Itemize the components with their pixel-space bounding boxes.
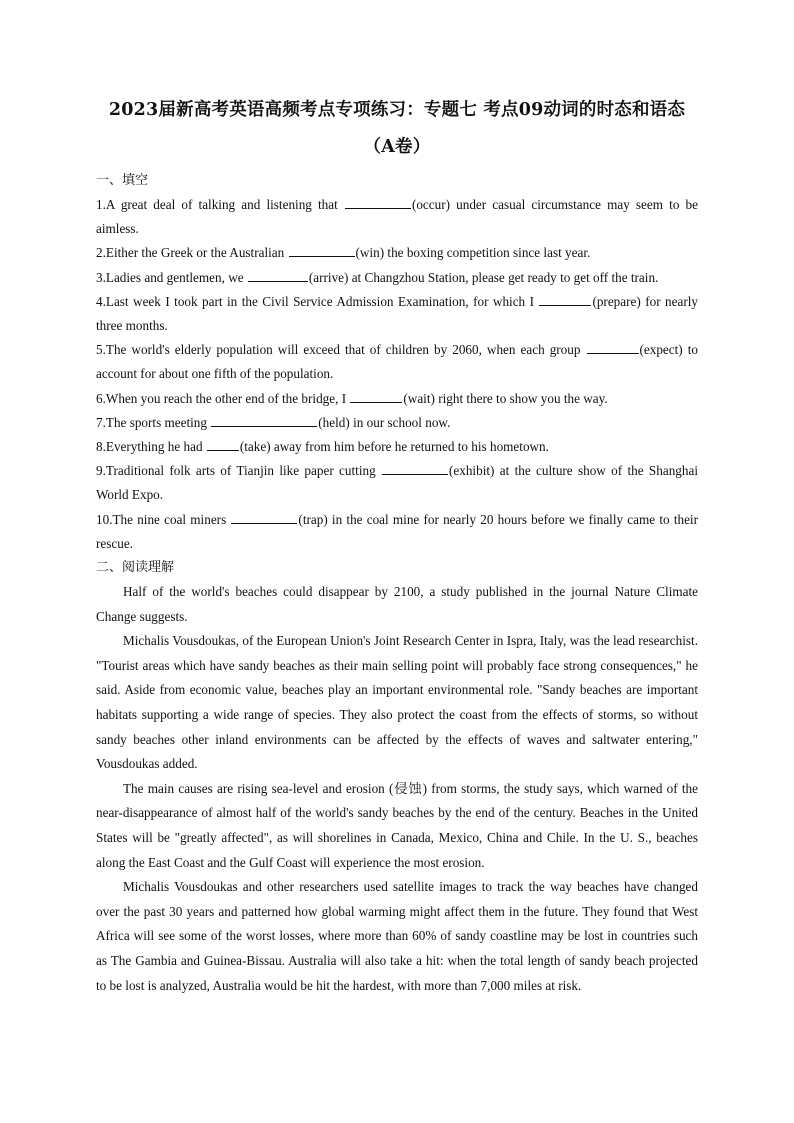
question-item xyxy=(96,387,698,411)
answer-blank[interactable] xyxy=(207,437,239,451)
question-item xyxy=(96,459,698,507)
verb-hint: (held) xyxy=(318,414,350,430)
question-item xyxy=(96,266,698,290)
answer-blank[interactable] xyxy=(211,413,317,427)
question-item xyxy=(96,193,698,241)
question-text: 8.Everything he had xyxy=(96,439,206,455)
verb-hint: (exhibit) xyxy=(449,463,495,479)
verb-hint: (take) xyxy=(239,439,271,455)
reading-passage xyxy=(96,580,698,998)
question-item xyxy=(96,435,698,459)
question-text: for nearly three months. xyxy=(96,293,698,334)
passage-paragraph: Michalis Vousdoukas and other researchers used satellite images to track the way beaches have changed over the past 30 years and patterned how global warming might affect them in the future. They found that West Africa will see some of the worst losses, where more than 60% of sandy coastline may be lost in countries such as The Gambia and Guinea-Bissau. Australia will also take a hit: when the total length of sandy beach projected to be lost is analyzed, Australia would be hit the hardest, with more than 7,000 miles at risk. xyxy=(96,879,698,993)
passage-paragraph: Michalis Vousdoukas, of the European Union's Joint Research Center in Ispra, Italy, was the lead researchist. "Tourist areas which have sandy beaches as their main selling point will probably face strong consequences," he said. Aside from economic value, beaches play an important environmental role. "Sandy beaches are important habitats supporting a wide range of species. They also protect the coast from the effects of storms, so without sandy beaches other inland environments can be affected by the effects of waves and saltwater entering," Vousdoukas added. xyxy=(96,633,698,772)
passage-paragraph: Half of the world's beaches could disappear by 2100, a study published in the journal Nature Climate Change suggests. xyxy=(96,584,698,624)
question-text: 10.The nine coal miners xyxy=(96,511,231,527)
fill-blank-questions xyxy=(96,193,698,556)
answer-blank[interactable] xyxy=(345,195,411,209)
answer-blank[interactable] xyxy=(248,268,308,282)
verb-hint: (wait) xyxy=(403,390,435,406)
document-page xyxy=(96,92,698,998)
question-text: 3.Ladies and gentlemen, we xyxy=(96,269,247,285)
question-text: 5.The world's elderly population will exceed that of children by 2060, when each group xyxy=(96,342,586,358)
section-heading-reading: 二、阅读理解 xyxy=(96,560,175,576)
answer-blank[interactable] xyxy=(350,389,402,403)
question-text: 6.When you reach the other end of the bridge, I xyxy=(96,390,350,406)
verb-hint: (arrive) xyxy=(308,269,349,285)
question-item xyxy=(96,508,698,556)
passage-paragraph: The main causes are rising sea-level and erosion (侵蚀) from storms, the study says, which warned of the near-disappearance of almost half of the world's sandy beaches by the end of the century. Beaches in the United States will be "greatly affected", as will shorelines in Canada, Mexico, China and Chile. In the U. S., beaches along the East Coast and the Gulf Coast will experience the most erosion. xyxy=(96,780,698,870)
question-item xyxy=(96,338,698,386)
question-text: 1.A great deal of talking and listening that xyxy=(96,197,344,212)
answer-blank[interactable] xyxy=(289,243,355,257)
question-item xyxy=(96,241,698,265)
answer-blank[interactable] xyxy=(587,340,639,354)
question-text: right there to show you the way. xyxy=(434,390,608,406)
question-text: 4.Last week I took part in the Civil Service Admission Examination, for which I xyxy=(96,293,539,309)
question-text: 7.The sports meeting xyxy=(96,414,211,430)
question-text: the boxing competition since last year. xyxy=(384,245,591,261)
verb-hint: (expect) xyxy=(639,342,683,358)
question-text: 2.Either the Greek or the Australian xyxy=(96,245,288,261)
question-text: at the culture show of the Shanghai World Expo. xyxy=(96,463,698,503)
verb-hint: (trap) xyxy=(298,511,328,527)
question-item xyxy=(96,411,698,435)
section-heading-fill-blank: 一、填空 xyxy=(96,173,149,188)
document-title: 2023届新高考英语高频考点专项练习：专题七 考点09动词的时态和语态（A卷） xyxy=(108,100,686,157)
answer-blank[interactable] xyxy=(231,510,297,524)
question-text: in the coal mine for nearly 20 hours before we finally came to their rescue. xyxy=(96,511,698,551)
question-text: at Changzhou Station, please get ready to get off the train. xyxy=(348,269,659,285)
question-text: to account for about one fifth of the population. xyxy=(96,342,698,382)
verb-hint: (occur) xyxy=(411,197,451,212)
answer-blank[interactable] xyxy=(382,461,448,475)
question-text: away from him before he returned to his hometown. xyxy=(270,439,549,455)
verb-hint: (prepare) xyxy=(592,293,641,309)
question-text: in our school now. xyxy=(349,414,451,430)
question-text: under casual circumstance may seem to be aimless. xyxy=(96,197,699,237)
answer-blank[interactable] xyxy=(539,292,591,306)
question-item xyxy=(96,290,698,338)
verb-hint: (win) xyxy=(355,245,385,261)
question-text: 9.Traditional folk arts of Tianjin like paper cutting xyxy=(96,463,381,479)
